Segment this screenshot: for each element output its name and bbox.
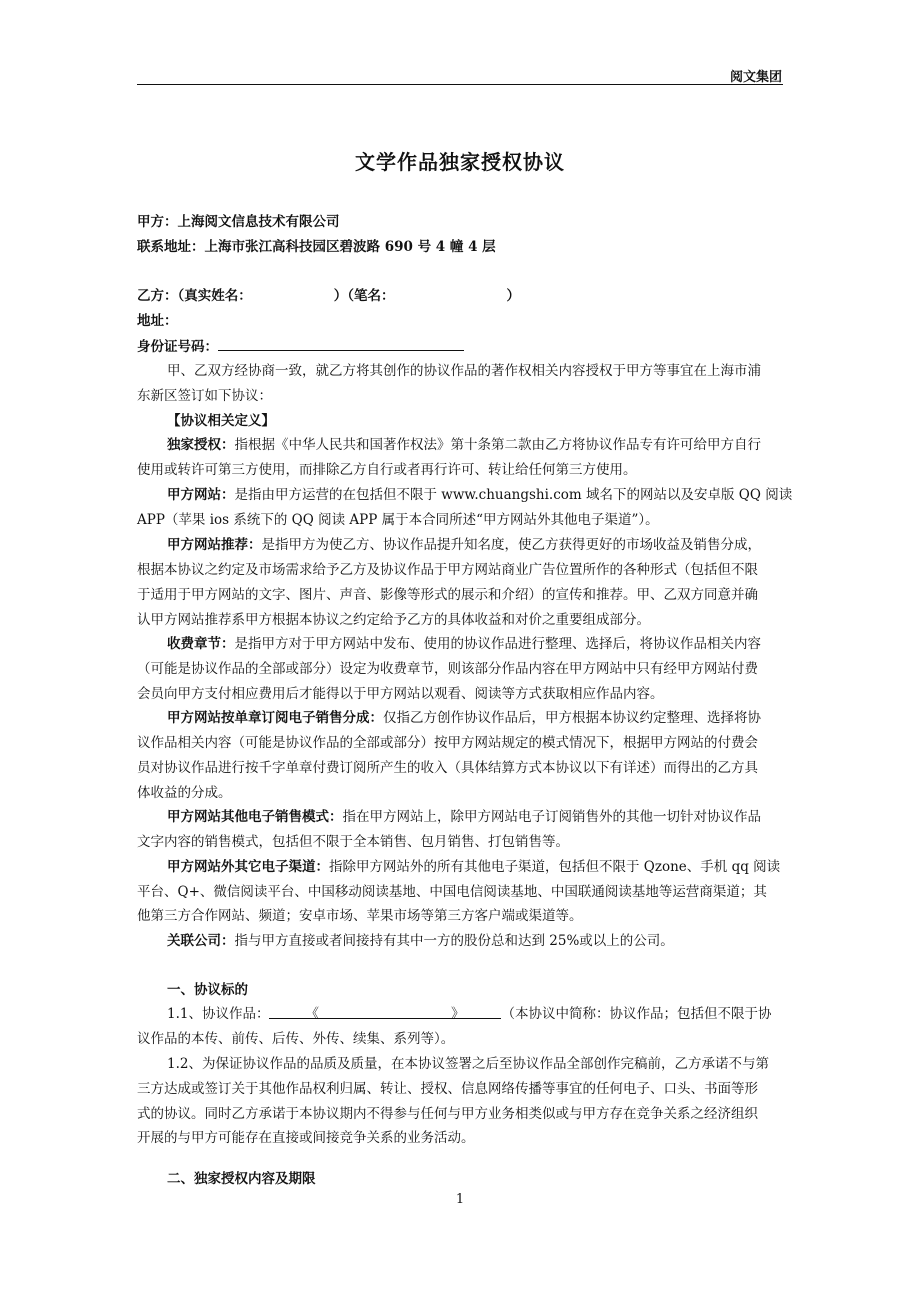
definition-term: 独家授权： (167, 437, 235, 453)
definition-term: 甲方网站其他电子销售模式： (167, 809, 343, 825)
definition-text: 是指甲方为使乙方、协议作品提升知名度，使乙方获得更好的市场收益及销售分成， (261, 537, 761, 553)
definition-text: 文字内容的销售模式，包括但不限于全本销售、包月销售、打包销售等。 (137, 834, 569, 850)
definition-text: 指在甲方网站上，除甲方网站电子订阅销售外的其他一切针对协议作品 (342, 809, 761, 825)
definition-text: 指除甲方网站外的所有其他电子渠道，包括但不限于 Qzone、手机 qq 阅读 (329, 859, 781, 875)
definition-text: 他第三方合作网站、频道；安卓市场、苹果市场等第三方客户端或渠道等。 (137, 908, 583, 924)
definition-text: 体收益的分成。 (137, 785, 232, 801)
page-number: 1 (455, 1192, 465, 1207)
definition-text: 根据本协议之约定及市场需求给予乙方及协议作品于甲方网站商业广告位置所作的各种形式（包括但不限 (137, 562, 758, 578)
definition-term: 甲方网站按单章订阅电子销售分成： (167, 710, 383, 726)
definition-text: 平台、Q+、微信阅读平台、中国移动阅读基地、中国电信阅读基地、中国联通阅读基地等运营商渠道；其 (137, 884, 767, 900)
definition-term: 甲方网站： (167, 487, 235, 503)
definition-text: 会员向甲方支付相应费用后才能得以于甲方网站以观看、阅读等方式获取相应作品内容。 (137, 686, 664, 702)
definition-text: 使用或转许可第三方使用，而排除乙方自行或者再行许可、转让给任何第三方使用。 (137, 462, 637, 478)
definitions-heading: 【协议相关定义】 (167, 413, 275, 429)
header-rule (137, 84, 783, 85)
party-b-name-prefix: 乙方：（真实姓名： (137, 288, 252, 304)
definition-paragraph (167, 436, 783, 454)
party-b-address-label: 地址： (137, 313, 178, 329)
definition-text: 于适用于甲方网站的文字、图片、声音、影像等形式的展示和介绍）的宣传和推荐。甲、乙双方同意并确 (137, 587, 758, 603)
clause-text: 式的协议。同时乙方承诺于本协议期内不得参与任何与甲方业务相类似或与甲方存在竞争关系之经济组织 (137, 1106, 758, 1122)
book-title-close: 》 (450, 1006, 465, 1022)
definition-text: （可能是协议作品的全部或部分）设定为收费章节，则该部分作品内容在甲方网站中只有经甲方网站付费 (137, 661, 758, 677)
definition-text: 指根据《中华人民共和国著作权法》第十条第二款由乙方将协议作品专有许可给甲方自行 (234, 437, 761, 453)
party-a-address: 联系地址：上海市张江高科技园区碧波路 690 号 4 幢 4 层 (137, 239, 496, 255)
definition-text: 是指甲方对于甲方网站中发布、使用的协议作品进行整理、选择后，将协议作品相关内容 (234, 636, 761, 652)
definition-text: 仅指乙方创作协议作品后，甲方根据本协议约定整理、选择将协 (383, 710, 761, 726)
party-b-id (137, 337, 783, 356)
party-b-name-mid: ）（笔名： (333, 288, 395, 304)
definition-paragraph (167, 709, 783, 727)
definition-paragraph (167, 635, 783, 653)
party-b-id-label: 身份证号码： (137, 339, 218, 355)
clause-1-1 (167, 1005, 783, 1023)
document-title: 文学作品独家授权协议 (355, 150, 565, 174)
intro-line: 东新区签订如下协议： (137, 388, 272, 404)
definition-term: 甲方网站推荐： (167, 537, 262, 553)
definition-term: 收费章节： (167, 636, 235, 652)
definition-text: 指与甲方直接或者间接持有其中一方的股份总和达到 25%或以上的公司。 (234, 933, 674, 949)
definition-text: 员对协议作品进行按千字单章付费订阅所产生的收入（具体结算方式本协议以下有详述）而得出的乙方具 (137, 760, 758, 776)
clause-1-2: 1.2、为保证协议作品的品质及质量，在本协议签署之后至协议作品全部创作完稿前，乙方承诺不与第 (167, 1056, 769, 1072)
clause-text: 议作品的本传、前传、后传、外传、续集、系列等）。 (137, 1031, 455, 1047)
section-heading: 一、协议标的 (167, 982, 248, 998)
section-heading: 二、独家授权内容及期限 (167, 1171, 316, 1187)
party-a-name: 甲方：上海阅文信息技术有限公司 (137, 214, 340, 230)
definition-paragraph (167, 932, 783, 950)
definition-term: 甲方网站外其它电子渠道： (167, 859, 329, 875)
party-b-address (137, 312, 783, 330)
definition-text: 是指由甲方运营的在包括但不限于 www.chuangshi.com 域名下的网站以及安卓版 QQ 阅读 (234, 487, 793, 503)
definition-text: 议作品相关内容（可能是协议作品的全部或部分）按甲方网站规定的模式情况下，根据甲方网站的付费会 (137, 735, 758, 751)
clause-text: （本协议中简称：协议作品；包括但不限于协 (501, 1006, 772, 1022)
definition-paragraph (167, 536, 783, 554)
party-b-name-suffix: ） (506, 288, 520, 304)
definition-term: 关联公司： (167, 933, 235, 949)
clause-text: 开展的与甲方可能存在直接或间接竞争关系的业务活动。 (137, 1130, 475, 1146)
work-title-blank[interactable] (269, 1005, 501, 1022)
definition-text: APP（苹果 ios 系统下的 QQ 阅读 APP 属于本合同所述“甲方网站外其他电子渠道”）。 (137, 512, 659, 528)
id-number-blank[interactable] (218, 337, 464, 351)
header-brand: 阅文集团 (729, 70, 782, 85)
party-b-name-line (137, 287, 783, 305)
clause-label: 1.1、协议作品： (167, 1006, 270, 1022)
definition-paragraph (167, 858, 783, 876)
definition-paragraph (167, 808, 783, 826)
clause-text: 三方达成或签订关于其他作品权利归属、转让、授权、信息网络传播等事宜的任何电子、口头、书面等形 (137, 1081, 758, 1097)
definition-text: 认甲方网站推荐系甲方根据本协议之约定给予乙方的具体收益和对价之重要组成部分。 (137, 612, 650, 628)
book-title-open: 《 (305, 1006, 319, 1022)
intro-line: 甲、乙双方经协商一致，就乙方将其创作的协议作品的著作权相关内容授权于甲方等事宜在上海市浦 (167, 363, 761, 379)
definition-paragraph (167, 486, 793, 504)
